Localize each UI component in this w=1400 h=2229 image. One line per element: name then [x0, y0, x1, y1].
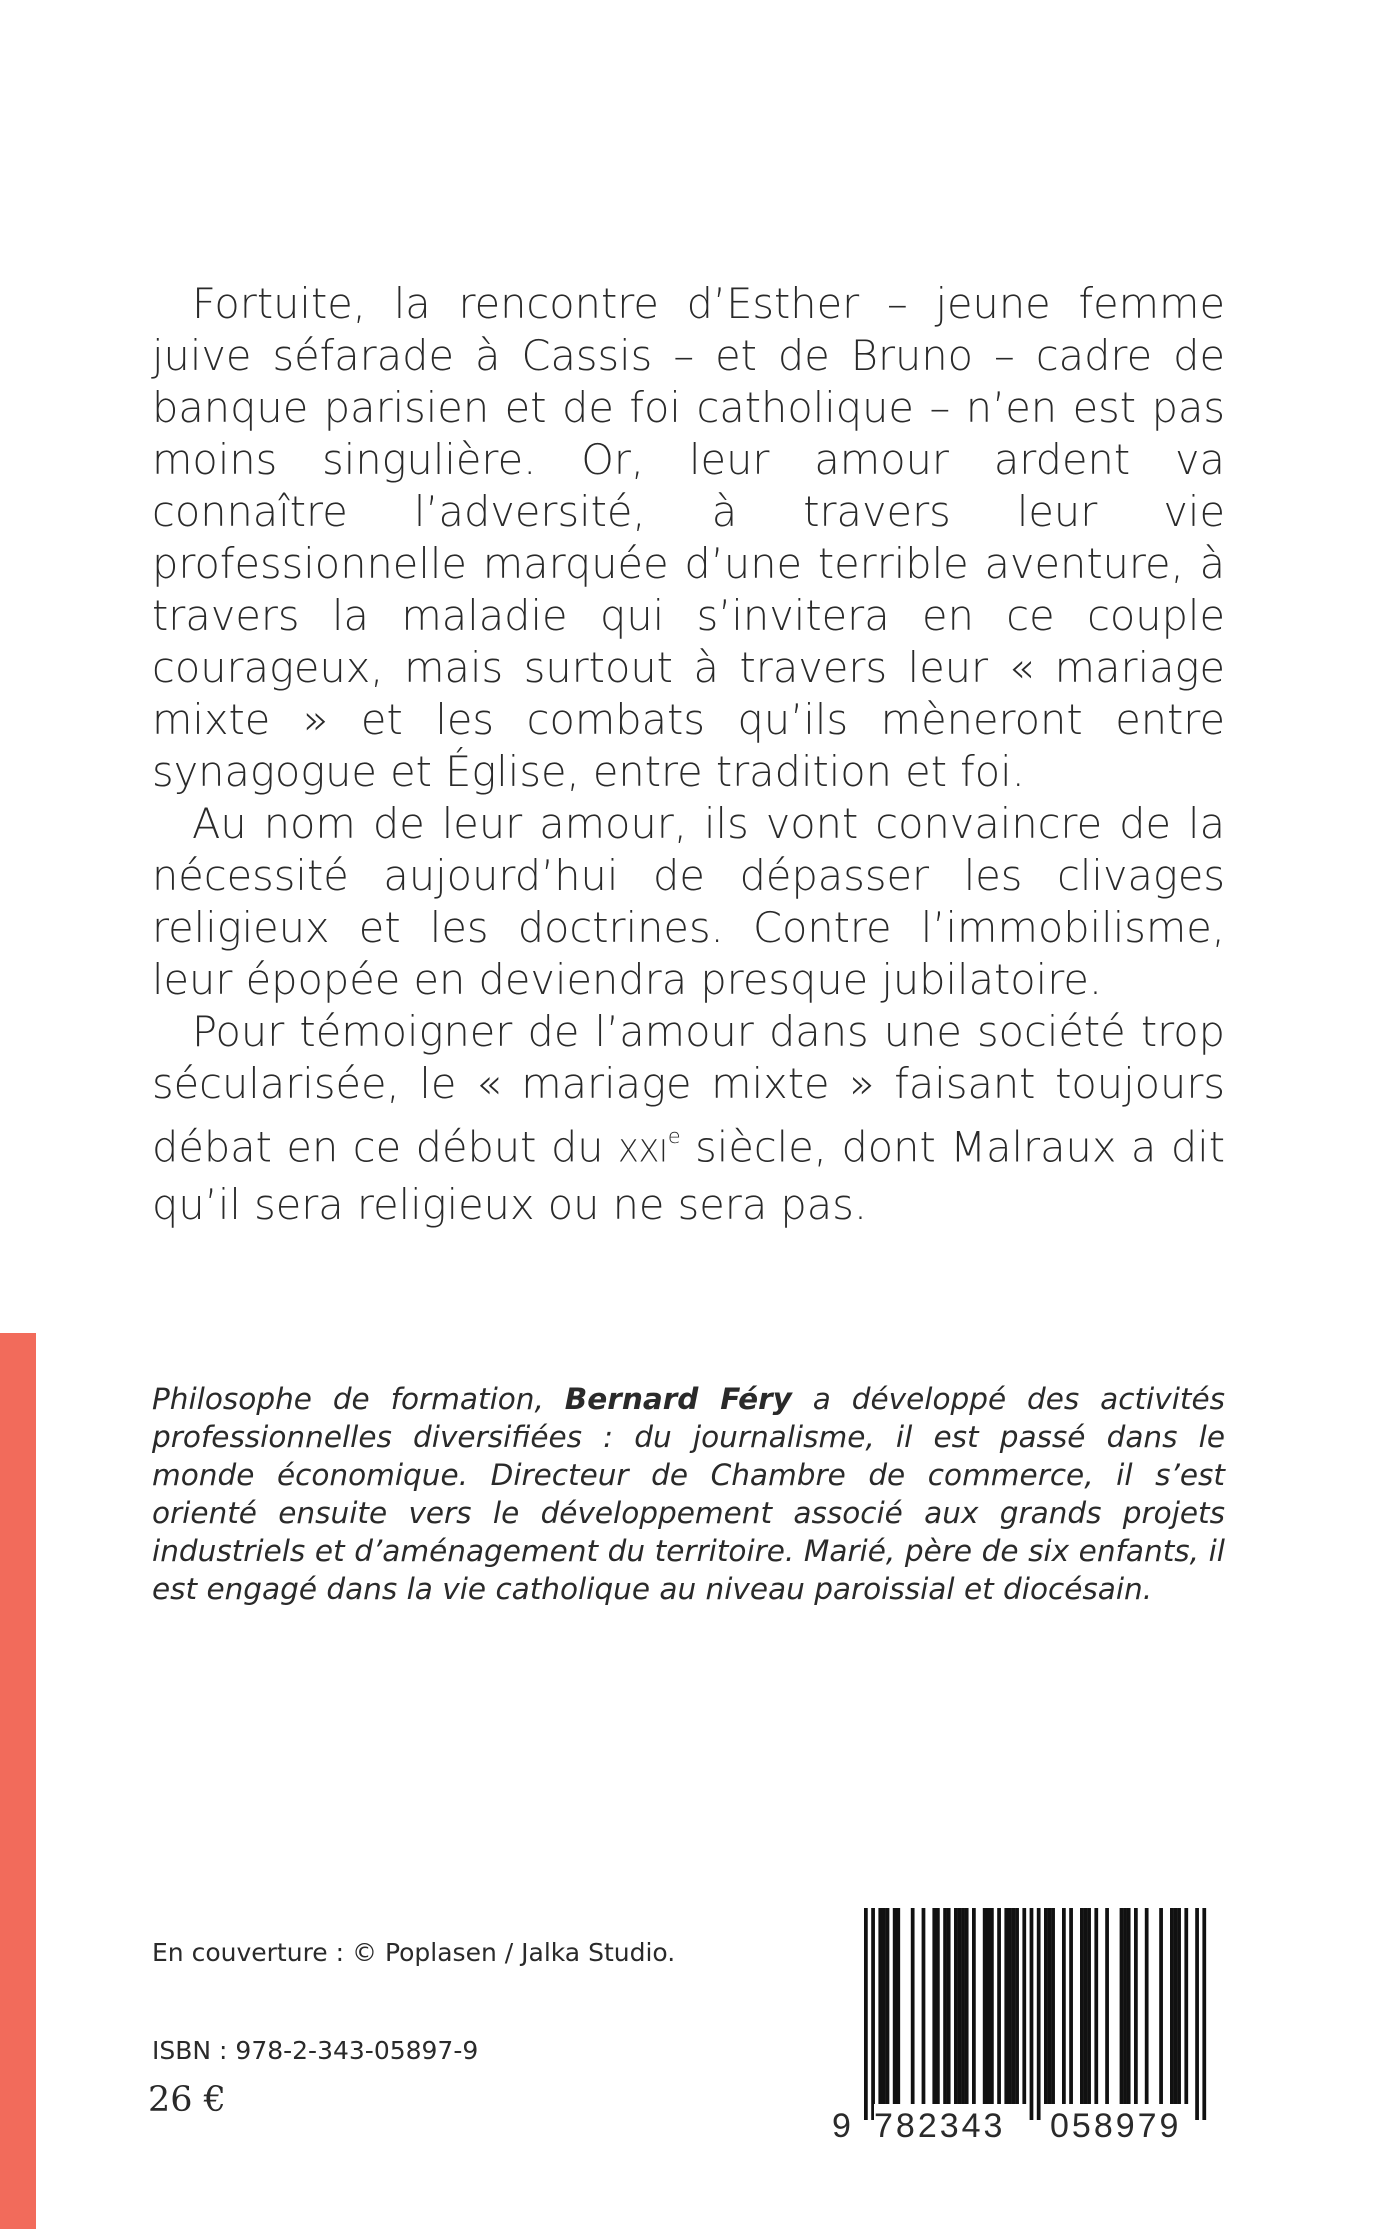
barcode-bar — [1127, 1908, 1131, 2104]
barcode-bar — [886, 1908, 890, 2104]
barcode-left-group: 782343 — [874, 2104, 1005, 2148]
barcode-bar — [1202, 1908, 1206, 2120]
barcode-bar — [1170, 1908, 1174, 2104]
barcode-bar — [1094, 1908, 1098, 2104]
summary-paragraph-2: Au nom de leur amour, ils vont convaincre de la nécessité aujourd’hui de dépasser les clivages religieux et les doctrines. Contre l’immobilisme, leur épopée en deviendra presque jubilatoire. — [152, 799, 1225, 1004]
barcode-bar — [1012, 1908, 1016, 2104]
barcode-bar — [965, 1908, 969, 2104]
barcode-bar — [1037, 1908, 1041, 2120]
barcode-bar — [943, 1908, 947, 2104]
isbn: ISBN : 978-2-343-05897-9 — [152, 2036, 479, 2065]
barcode-bar — [1174, 1908, 1178, 2104]
barcode-bar — [1044, 1908, 1048, 2104]
barcode-bar — [958, 1908, 962, 2104]
barcode-bar — [871, 1908, 875, 2120]
barcode-bar — [936, 1908, 940, 2104]
cover-credit: En couverture : © Poplasen / Jalka Studio. — [152, 1938, 676, 1967]
barcode-bar — [1069, 1908, 1073, 2104]
barcode-bar — [1159, 1908, 1163, 2104]
barcode-bar — [972, 1908, 976, 2104]
back-cover-summary — [152, 278, 1225, 1231]
barcode-bar — [1022, 1908, 1026, 2104]
barcode-bar — [1084, 1908, 1088, 2104]
barcode-bar — [878, 1908, 882, 2104]
barcode-bar — [922, 1908, 926, 2104]
barcode-bar — [1184, 1908, 1188, 2104]
barcode-bar — [1134, 1908, 1138, 2104]
barcode-bar — [1145, 1908, 1149, 2104]
barcode-bar — [990, 1908, 994, 2104]
barcode-bar — [954, 1908, 958, 2104]
barcode-bar — [986, 1908, 990, 2104]
barcode-bar — [1015, 1908, 1019, 2104]
barcode-bar — [961, 1908, 965, 2104]
barcode-bar — [911, 1908, 915, 2104]
summary-paragraph-1: Fortuite, la rencontre d’Esther – jeune femme juive séfarade à Cassis – et de Bruno – cadre de banque parisien et de foi catholique – n’en est pas moins singulière. Or, leur amour ardent va connaître l’adversité, à travers leur vie professionnelle marquée d’une terrible aventure, à travers la maladie qui s’invitera en ce couple courageux, mais surtout à travers leur « mariage mixte » et les combats qu’ils mèneront entre synagogue et Église, entre tradition et foi. — [152, 279, 1225, 796]
barcode-bar — [997, 1908, 1001, 2104]
barcode-bar — [1087, 1908, 1091, 2104]
barcode-bar — [983, 1908, 987, 2104]
barcode-bar — [1008, 1908, 1012, 2104]
barcode-bars — [830, 1908, 1230, 2122]
barcode-bar — [1048, 1908, 1052, 2104]
author-bio — [152, 1380, 1225, 1608]
barcode-bar — [1051, 1908, 1055, 2104]
barcode-bar — [893, 1908, 897, 2104]
barcode-bar — [1105, 1908, 1109, 2104]
barcode-bar — [1123, 1908, 1127, 2104]
barcode-first-digit: 9 — [832, 2104, 854, 2148]
barcode-bar — [1195, 1908, 1199, 2120]
barcode-bar — [896, 1908, 900, 2104]
bio-body: a développé des activités professionnelles diversifiées : du journalisme, il est passé dans le monde économique. Directeur de Chambre de commerce, il s’est orienté ensuite vers le développement associé aux grands projets industriels et d’aménagement du territoire. Marié, père de six enfants, il est engagé dans la vie catholique au niveau paroissial et diocésain. — [152, 1382, 1225, 1606]
barcode-bar — [882, 1908, 886, 2104]
price: 26 € — [148, 2080, 226, 2120]
century-superscript: e — [667, 1124, 681, 1148]
author-name: Bernard Féry — [564, 1382, 792, 1416]
barcode-right-group: 058979 — [1050, 2104, 1181, 2148]
barcode-bar — [1177, 1908, 1181, 2104]
summary-paragraph-3-end: siècle, dont Malraux a dit qu’il sera religieux ou ne sera pas. — [152, 1122, 1225, 1229]
accent-bar — [0, 1333, 36, 2229]
bio-intro: Philosophe de formation, — [152, 1382, 565, 1416]
barcode-bar — [947, 1908, 951, 2104]
barcode — [830, 1908, 1230, 2154]
barcode-bar — [932, 1908, 936, 2104]
summary-paragraph-3-start: Pour témoigner de l’amour dans une société trop sécularisée, le « mariage mixte » faisant toujours débat en ce début du — [152, 1007, 1225, 1172]
barcode-bar — [1062, 1908, 1066, 2104]
barcode-bar — [1120, 1908, 1124, 2104]
barcode-bar — [1004, 1908, 1008, 2104]
century-numeral: XXI — [618, 1134, 668, 1170]
barcode-digits — [830, 2104, 1230, 2148]
barcode-bar — [1030, 1908, 1034, 2120]
summary-paragraph-3 — [152, 1006, 1225, 1231]
barcode-bar — [864, 1908, 868, 2120]
barcode-bar — [1080, 1908, 1084, 2104]
